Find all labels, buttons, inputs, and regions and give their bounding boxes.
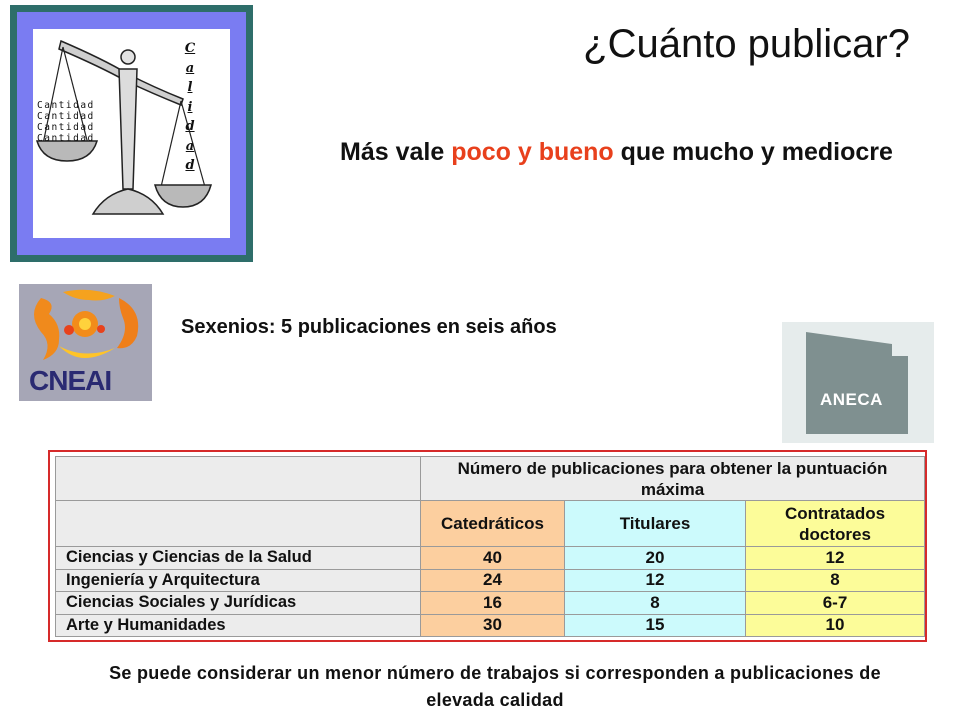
- cneai-logo: [19, 284, 152, 401]
- table-corner-cell: [56, 457, 421, 501]
- calidad-vertical-word: [181, 39, 199, 176]
- sexenios-text: Sexenios: 5 publicaciones en seis años: [181, 316, 557, 338]
- page-title: ¿Cuánto publicar?: [583, 22, 910, 66]
- area-cell: Ciencias y Ciencias de la Salud: [56, 547, 421, 570]
- footnote: Se puede considerar un menor número de trabajos si corresponden a publicaciones de elevada calidad: [109, 663, 881, 710]
- value-cell: 15: [565, 614, 746, 637]
- calidad-letter: a: [185, 60, 195, 76]
- logo-canvas: [33, 29, 230, 238]
- slogan-part-2: que mucho y mediocre: [613, 138, 893, 166]
- calidad-letter: l: [187, 80, 193, 95]
- value-cell: 20: [565, 547, 746, 570]
- publications-table-frame: [48, 450, 927, 642]
- table-row: [56, 569, 925, 592]
- calidad-letter: i: [187, 99, 193, 115]
- calidad-letter: a: [185, 138, 195, 154]
- aneca-logo: [782, 322, 934, 443]
- calidad-letter: C: [184, 41, 196, 56]
- slogan-highlight: poco y bueno: [451, 138, 614, 166]
- table-corner-cell: [56, 501, 421, 547]
- aneca-shape-icon: [782, 322, 934, 443]
- cantidad-line: Cantidad: [37, 111, 95, 122]
- publications-table: [55, 456, 925, 637]
- slogan-part-1: Más vale: [340, 138, 452, 166]
- area-cell: Ciencias Sociales y Jurídicas: [56, 592, 421, 615]
- calidad-letter: d: [185, 158, 195, 173]
- column-header-titulares: Titulares: [565, 501, 746, 547]
- value-cell: 8: [746, 569, 925, 592]
- value-cell: 12: [746, 547, 925, 570]
- cantidad-line: Cantidad: [37, 133, 95, 144]
- table-row: [56, 614, 925, 637]
- cantidad-line: Cantidad: [37, 122, 95, 133]
- value-cell: 30: [421, 614, 565, 637]
- value-cell: 6-7: [746, 592, 925, 615]
- calidad-scale-logo: [10, 5, 253, 262]
- logo-frame: [17, 12, 246, 255]
- value-cell: 8: [565, 592, 746, 615]
- slogan: [340, 134, 920, 171]
- cneai-wordmark: CNEAI: [29, 365, 112, 396]
- table-row: [56, 592, 925, 615]
- table-row: [56, 547, 925, 570]
- value-cell: 24: [421, 569, 565, 592]
- cantidad-line: Cantidad: [37, 100, 95, 111]
- column-header-contratados: Contratados doctores: [746, 501, 925, 547]
- table-group-header: Número de publicaciones para obtener la puntuación máxima: [421, 457, 925, 501]
- value-cell: 40: [421, 547, 565, 570]
- value-cell: 16: [421, 592, 565, 615]
- cantidad-stack: [37, 100, 95, 144]
- column-header-catedraticos: Catedráticos: [421, 501, 565, 547]
- value-cell: 12: [565, 569, 746, 592]
- aneca-wordmark: ANECA: [820, 390, 883, 409]
- value-cell: 10: [746, 614, 925, 637]
- calidad-letter: d: [185, 119, 195, 134]
- area-cell: Ingeniería y Arquitectura: [56, 569, 421, 592]
- area-cell: Arte y Humanidades: [56, 614, 421, 637]
